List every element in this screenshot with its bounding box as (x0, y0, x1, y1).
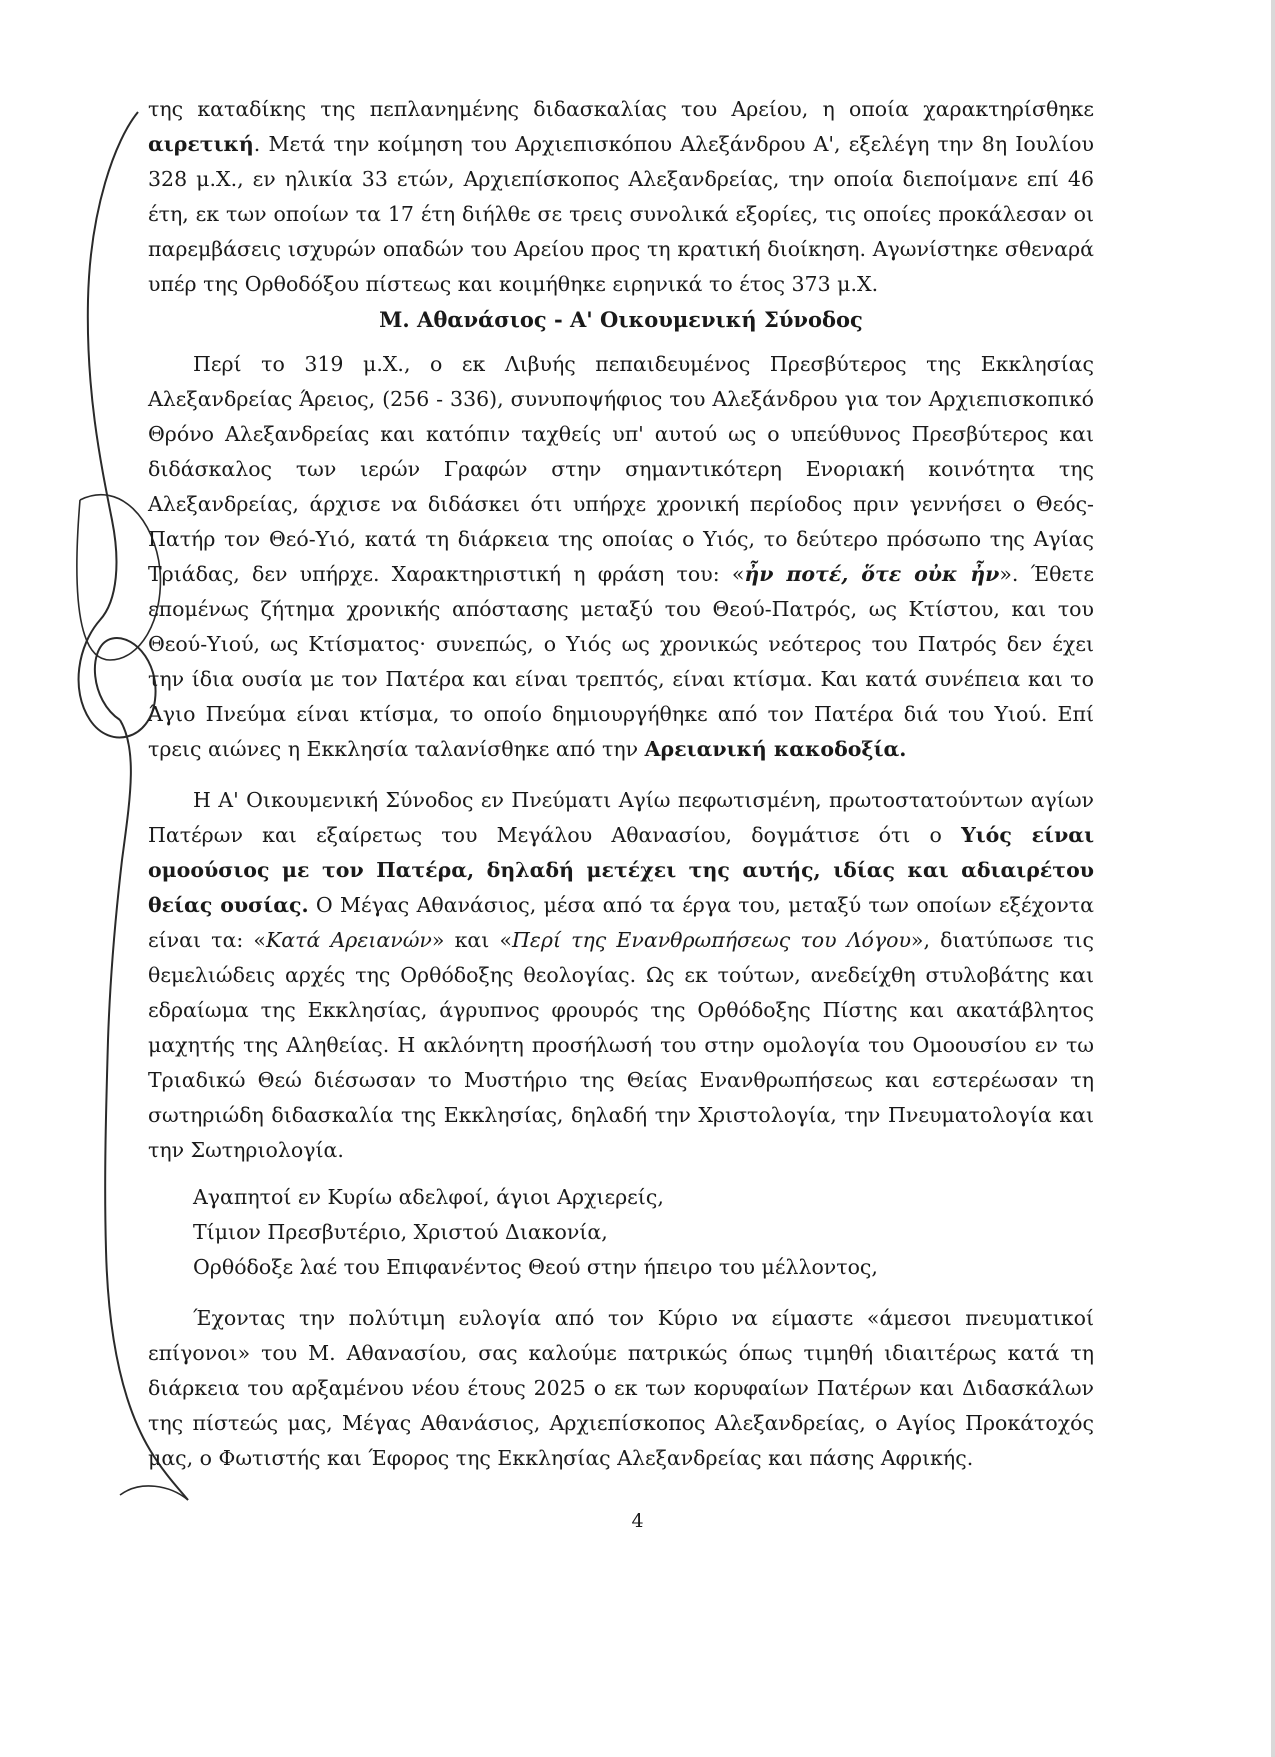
paragraph-intro (148, 92, 1094, 302)
scan-edge (1271, 0, 1275, 1757)
text-run: Η Α' Οικουμενική Σύνοδος εν Πνεύματι Αγίω πεφωτισμένη, πρωτοστατούντων αγίων Πατέρων και εξαίρετως του Μεγάλου Αθανασίου, δογμάτισε ότι ο (148, 788, 1094, 847)
text-run: » και « (431, 928, 513, 952)
italic-title: Περί της Ενανθρωπήσεως του Λόγου (512, 928, 911, 952)
text-run: », διατύπωσε τις θεμελιώδεις αρχές της Ορθόδοξης θεολογίας. Ως εκ τούτων, ανεδείχθη στυλοβάτης και εδραίωμα της Εκκλησίας, άγρυπνος φρουρός της Ορθόδοξης Πίστης και ακατάβλητος μαχητής της Αληθείας. Η ακλόνητη προσήλωσή του στην ομολογία του Ομοουσίου εν τω Τριαδικώ Θεώ διέσωσαν το Μυστήριο της Θείας Ενανθρωπήσεως και εστερέωσαν τη σωτηριώδη διδασκαλία της Εκκλησίας, δηλαδή την Χριστολογία, την Πνευματολογία και την Σωτηριολογία. (148, 928, 1094, 1162)
paragraph-closing: Έχοντας την πολύτιμη ευλογία από τον Κύριο να είμαστε «άμεσοι πνευματικοί επίγονοι» του Μ. Αθανασίου, σας καλούμε πατρικώς όπως τιμηθή ιδιαιτέρως κατά τη διάρκεια του αρξαμένου νέου έτους 2025 ο εκ των κορυφαίων Πατέρων και Διδασκάλων της πίστεώς μας, Μέγας Αθανάσιος, Αρχιεπίσκοπος Αλεξανδρείας, ο Αγίος Προκάτοχός μας, ο Φωτιστής και Έφορος της Εκκλησίας Αλεξανδρείας και πάσης Αφρικής. (148, 1306, 1094, 1470)
salutation-block (148, 1180, 1094, 1285)
bold-term: αιρετική (148, 132, 254, 156)
salutation-line: Αγαπητοί εν Κυρίω αδελφοί, άγιοι Αρχιερείς, (193, 1185, 664, 1209)
text-run: ». Έθετε επομένως ζήτημα χρονικής απόστασης μεταξύ του Θεού-Πατρός, ως Κτίστου, και του Θεού-Υιού, ως Κτίσματος· συνεπώς, ο Υιός ως χρονικώς νεότερος του Πατρός δεν έχει την ίδια ουσία με τον Πατέρα και είναι τρεπτός, είναι κτίσμα. Και κατά συνέπεια και το Άγιο Πνεύμα είναι κτίσμα, το οποίο δημιουργήθηκε από τον Πατέρα διά του Υιού. Επί τρεις αιώνες η Εκκλησία ταλανίσθηκε από την (148, 562, 1094, 761)
text-run: . Μετά την κοίμηση του Αρχιεπισκόπου Αλεξάνδρου Α', εξελέγη την 8η Ιουλίου 328 μ.Χ., εν ηλικία 33 ετών, Αρχιεπίσκοπος Αλεξανδρείας, την οποία διεποίμανε επί 46 έτη, εκ των οποίων τα 17 έτη διήλθε σε τρεις συνολικά εξορίες, τις οποίες προκάλεσαν οι παρεμβάσεις ισχυρών οπαδών του Αρείου προς τη κρατική διοίκηση. Αγωνίστηκε σθεναρά υπέρ της Ορθοδόξου πίστεως και κοιμήθηκε ειρηνικά το έτος 373 μ.Χ. (148, 132, 1094, 296)
bold-term: Αρειανική κακοδοξία. (644, 737, 907, 761)
italic-title: Κατά Αρειανών (265, 928, 432, 952)
text-run: της καταδίκης της πεπλανημένης διδασκαλίας του Αρείου, η οποία χαρακτηρίσθηκε (148, 97, 1094, 121)
bold-dogma: Υιός είναι ομοούσιος με τον Πατέρα, δηλαδή μετέχει της αυτής, ιδίας και αδιαιρέτου θείας ουσίας. (148, 823, 1094, 917)
paragraph-arius (148, 347, 1094, 767)
page-number: 4 (631, 1510, 644, 1532)
text-run: Περί το 319 μ.Χ., ο εκ Λιβυής πεπαιδευμένος Πρεσβύτερος της Εκκλησίας Αλεξανδρείας Άρειος, (256 - 336), συνυποψήφιος του Αλεξάνδρου για τον Αρχιεπισκοπικό Θρόνο Αλεξανδρείας και κατόπιν ταχθείς υπ' αυτού ως ο υπεύθυνος Πρεσβύτερος και διδάσκαλος των ιερών Γραφών στην σημαντικότερη Ενοριακή κοινότητα της Αλεξανδρείας, άρχισε να διδάσκει ότι υπήρχε χρονική περίοδος πριν γεννήσει ο Θεός-Πατήρ τον Θεό-Υιό, κατά τη διάρκεια της οποίας ο Υιός, το δεύτερο πρόσωπο της Αγίας Τριάδας, δεν υπήρχε. Χαρακτηριστική η φράση του: « (148, 352, 1094, 586)
salutation-line: Τίμιον Πρεσβυτέριο, Χριστού Διακονία, (193, 1220, 608, 1244)
paragraph-council (148, 783, 1094, 1168)
salutation-line: Ορθόδοξε λαέ του Επιφανέντος Θεού στην ήπειρο του μέλλοντος, (193, 1255, 878, 1279)
text-run: Ο Μέγας Αθανάσιος, μέσα από τα έργα του, μεταξύ των οποίων εξέχοντα είναι τα: « (148, 893, 1094, 952)
bold-italic-quote: ἦν ποτέ, ὅτε οὐκ ἦν (744, 562, 1000, 586)
section-heading: Μ. Αθανάσιος - Α' Οικουμενική Σύνοδος (379, 307, 863, 332)
document-body (148, 92, 1094, 1476)
